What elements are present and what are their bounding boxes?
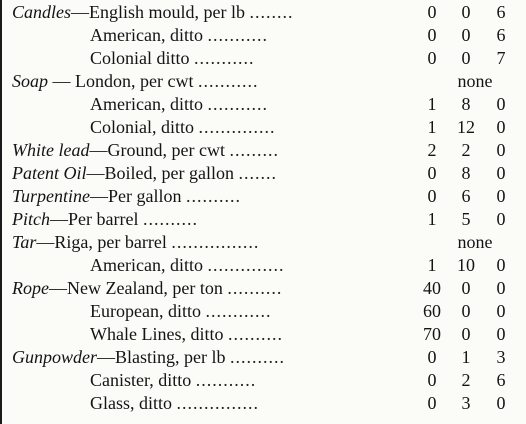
price-row <box>12 255 524 275</box>
item-description: —Riga, per barrel <box>36 232 167 252</box>
price-row <box>12 117 524 137</box>
dot-leader: ........ <box>249 2 294 22</box>
price-pounds: 1 <box>427 209 437 229</box>
item-description: American, ditto <box>90 25 203 45</box>
price-row <box>12 48 524 68</box>
price-row <box>12 2 524 22</box>
price-row <box>12 71 524 91</box>
price-shillings: 0 <box>461 278 471 298</box>
price-pounds: 60 <box>423 301 441 321</box>
price-pence: 0 <box>496 163 506 183</box>
price-shillings: 10 <box>457 255 475 275</box>
price-pence: 6 <box>496 25 506 45</box>
dot-leader: ............... <box>176 393 260 413</box>
price-pounds: 0 <box>427 163 437 183</box>
price-pence: 0 <box>496 324 506 344</box>
dot-leader: ....... <box>238 163 277 183</box>
price-row <box>12 278 524 298</box>
dot-leader: ........... <box>207 94 268 114</box>
price-row <box>12 347 524 367</box>
dot-leader: ........... <box>195 370 257 390</box>
price-row <box>12 209 524 229</box>
price-shillings: 5 <box>461 209 471 229</box>
item-description: Colonial, ditto <box>90 117 195 137</box>
item-description: —Per gallon <box>90 186 182 206</box>
item-name: Tar <box>12 232 37 252</box>
dot-leader: .......... <box>142 209 198 229</box>
price-row <box>12 324 524 344</box>
item-name: Rope <box>12 278 49 298</box>
price-pounds: 0 <box>427 186 437 206</box>
price-pence: 0 <box>496 140 506 160</box>
item-description: American, ditto <box>90 94 203 114</box>
price-pence: 6 <box>496 2 506 22</box>
price-row <box>12 232 524 252</box>
price-pence: 0 <box>496 94 506 114</box>
price-pence: 0 <box>496 117 506 137</box>
price-pence: 7 <box>496 48 506 68</box>
price-none: none <box>457 232 493 252</box>
price-pounds: 0 <box>427 347 437 367</box>
price-pence: 6 <box>496 370 506 390</box>
price-none: none <box>457 71 493 91</box>
price-shillings: 0 <box>461 25 471 45</box>
item-description: —Blasting, per lb <box>97 347 226 367</box>
price-shillings: 2 <box>461 370 471 390</box>
item-description: —Per barrel <box>50 209 139 229</box>
item-name: Pitch <box>12 209 50 229</box>
price-pence: 0 <box>496 255 506 275</box>
price-pence: 0 <box>496 393 506 413</box>
price-row <box>12 393 524 413</box>
price-pounds: 1 <box>427 255 437 275</box>
price-pounds: 0 <box>427 393 437 413</box>
price-row <box>12 163 524 183</box>
price-row <box>12 25 524 45</box>
item-name: Soap <box>12 71 48 91</box>
item-name: Patent Oil <box>12 163 87 183</box>
price-shillings: 8 <box>461 163 471 183</box>
item-description: Whale Lines, ditto <box>90 324 224 344</box>
item-name: Turpentine <box>12 186 91 206</box>
dot-leader: ........... <box>197 71 259 91</box>
price-shillings: 1 <box>461 347 471 367</box>
price-row <box>12 94 524 114</box>
price-shillings: 12 <box>457 117 475 137</box>
price-pounds: 0 <box>427 25 437 45</box>
price-pounds: 2 <box>427 140 437 160</box>
price-row <box>12 370 524 390</box>
price-pence: 0 <box>496 209 506 229</box>
dot-leader: .......... <box>227 278 283 298</box>
item-description: — London, per cwt <box>48 71 194 91</box>
dot-leader: .............. <box>198 117 276 137</box>
item-description: —English mould, per lb <box>71 2 246 22</box>
price-pounds: 0 <box>427 48 437 68</box>
price-shillings: 2 <box>461 140 471 160</box>
price-pounds: 40 <box>423 278 441 298</box>
item-description: —Ground, per cwt <box>89 140 225 160</box>
item-description: Canister, ditto <box>90 370 192 390</box>
price-shillings: 0 <box>461 48 471 68</box>
item-description: American, ditto <box>90 255 203 275</box>
dot-leader: .......... <box>186 186 242 206</box>
price-pounds: 0 <box>427 370 437 390</box>
dot-leader: .............. <box>207 255 285 275</box>
price-shillings: 0 <box>461 324 471 344</box>
price-shillings: 3 <box>461 393 471 413</box>
price-pence: 0 <box>496 186 506 206</box>
price-row <box>12 140 524 160</box>
price-pence: 0 <box>496 301 506 321</box>
item-description: —New Zealand, per ton <box>48 278 223 298</box>
price-pounds: 1 <box>427 94 437 114</box>
price-row <box>12 301 524 321</box>
item-name: White lead <box>12 140 90 160</box>
price-pounds: 0 <box>427 2 437 22</box>
price-row <box>12 186 524 206</box>
item-description: Glass, ditto <box>90 393 173 413</box>
dot-leader: ............ <box>205 301 272 321</box>
price-shillings: 8 <box>461 94 471 114</box>
price-shillings: 0 <box>461 2 471 22</box>
item-description: European, ditto <box>90 301 201 321</box>
dot-leader: .......... <box>230 347 285 367</box>
dot-leader: ........... <box>207 25 268 45</box>
dot-leader: ................ <box>171 232 260 252</box>
dot-leader: .......... <box>227 324 283 344</box>
price-shillings: 0 <box>461 301 471 321</box>
item-description: —Boiled, per gallon <box>86 163 234 183</box>
dot-leader: ......... <box>229 140 279 160</box>
dot-leader: ........... <box>194 48 255 68</box>
price-pence: 3 <box>496 347 506 367</box>
price-pounds: 70 <box>423 324 441 344</box>
item-description: Colonial ditto <box>90 48 190 68</box>
price-pence: 0 <box>496 278 506 298</box>
item-name: Gunpowder <box>12 347 97 367</box>
price-shillings: 6 <box>461 186 471 206</box>
price-pounds: 1 <box>427 117 437 137</box>
item-name: Candles <box>12 2 72 22</box>
